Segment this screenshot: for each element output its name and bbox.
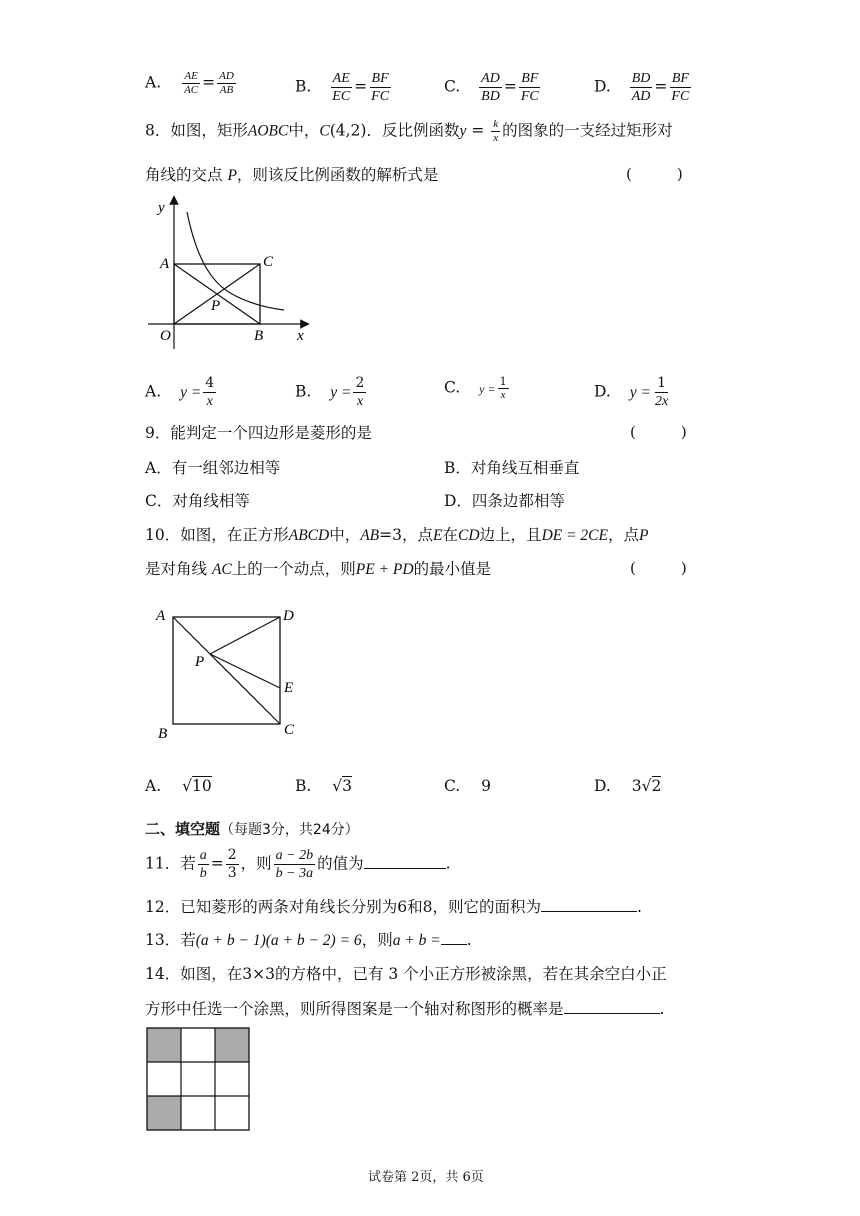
q10-stem-line1: 10．如图，在正方形ABCD中，AB=3，点E在CD边上，且DE = 2CE，点P: [145, 526, 649, 544]
q7-option-d: D. $\frac{BD}{AD}$ = $\frac{BF}{FC}$: [594, 71, 690, 104]
label-c: C: [263, 254, 274, 270]
label-x: x: [297, 328, 304, 344]
q14-stem-line2: 方形中任选一个涂黑，则所得图案是一个轴对称图形的概率是 .: [145, 1000, 665, 1018]
label-o: O: [160, 328, 171, 344]
q14-grid-figure: [146, 1027, 250, 1131]
diagonal-ac: [173, 617, 280, 724]
q8-stem-line2: 角线的交点 P，则该反比例函数的解析式是: [145, 166, 439, 184]
label-p: P: [195, 654, 205, 670]
q10-stem-line2: 是对角线 AC上的一个动点，则PE + PD的最小值是: [145, 560, 492, 578]
q10-option-d: D. 3√2: [594, 777, 662, 795]
q10-answer-paren: ( ): [630, 559, 687, 577]
label-b: B: [158, 726, 168, 742]
q10-option-a: A. √10: [145, 777, 212, 795]
label-a: A: [156, 608, 166, 624]
q8-stem-line1: 8．如图，矩形AOBC中，C(4,2)．反比例函数y = $\frac{k}{x}$ 的图象的一支经过矩形对: [145, 118, 673, 144]
q9-option-b: B．对角线互相垂直: [444, 459, 580, 477]
q9-option-c: C．对角线相等: [145, 492, 250, 510]
segment-pd: [210, 617, 280, 654]
q14-answer-blank[interactable]: [564, 999, 660, 1014]
q9-option-d: D．四条边都相等: [444, 492, 565, 510]
label-a: A: [160, 256, 170, 272]
label-p: P: [211, 298, 221, 314]
label-b: B: [254, 328, 264, 344]
q8-option-a: A. y = $\frac{4}{x}$: [145, 375, 215, 409]
grid-cell-shaded: [147, 1028, 181, 1062]
q14-stem-line1: 14．如图，在3×3的方格中，已有 3 个小正方形被涂黑，若在其余空白小正: [145, 965, 667, 983]
q7-option-c: C. $\frac{AD}{BD}$ = $\frac{BF}{FC}$: [444, 71, 539, 104]
q10-option-b: B. √3: [295, 777, 353, 795]
q9-stem: 9．能判定一个四边形是菱形的是: [145, 424, 372, 442]
label-d: D: [283, 608, 294, 624]
label-c: C: [284, 722, 295, 738]
q11-stem: 11．若 $\frac{a}{b}$ = $\frac{2}{3}$ ，则 $\frac{a - 2b}{b - 3a}$ 的值为 .: [145, 847, 451, 881]
q7-option-a: A. $\frac{AE}{AC}$ = $\frac{AD}{AB}$: [145, 70, 234, 96]
q11-answer-blank[interactable]: [364, 854, 446, 869]
q7-option-b: B. $\frac{AE}{EC}$ = $\frac{BF}{FC}$: [295, 71, 390, 104]
q13-stem: 13．若(a + b − 1)(a + b − 2) = 6，则a + b = .: [145, 931, 472, 949]
q9-option-a: A．有一组邻边相等: [145, 459, 281, 477]
q12-answer-blank[interactable]: [541, 897, 637, 912]
q8-option-c: C. y = $\frac{1}{x}$: [444, 375, 507, 401]
grid-cell-shaded: [147, 1096, 181, 1130]
page-footer: 试卷第 2页，共 6页: [368, 1170, 484, 1185]
label-y: y: [158, 200, 165, 216]
q8-answer-paren: ( ): [626, 165, 683, 183]
label-e: E: [284, 680, 294, 696]
q10-option-c: C. 9: [444, 777, 492, 795]
q8-option-d: D. y = $\frac{1}{2x}$: [594, 375, 669, 409]
q8-option-b: B. y = $\frac{2}{x}$: [295, 375, 365, 409]
section-title: 二、填空题（每题3分，共24分）: [145, 820, 359, 838]
q9-answer-paren: ( ): [630, 423, 687, 441]
q12-stem: 12．已知菱形的两条对角线长分别为6和8，则它的面积为 .: [145, 898, 642, 916]
q13-answer-blank[interactable]: [441, 930, 467, 945]
grid-cell-shaded: [215, 1028, 249, 1062]
q8-figure: [140, 194, 320, 349]
q10-figure: [150, 600, 310, 745]
segment-pe: [210, 654, 280, 688]
